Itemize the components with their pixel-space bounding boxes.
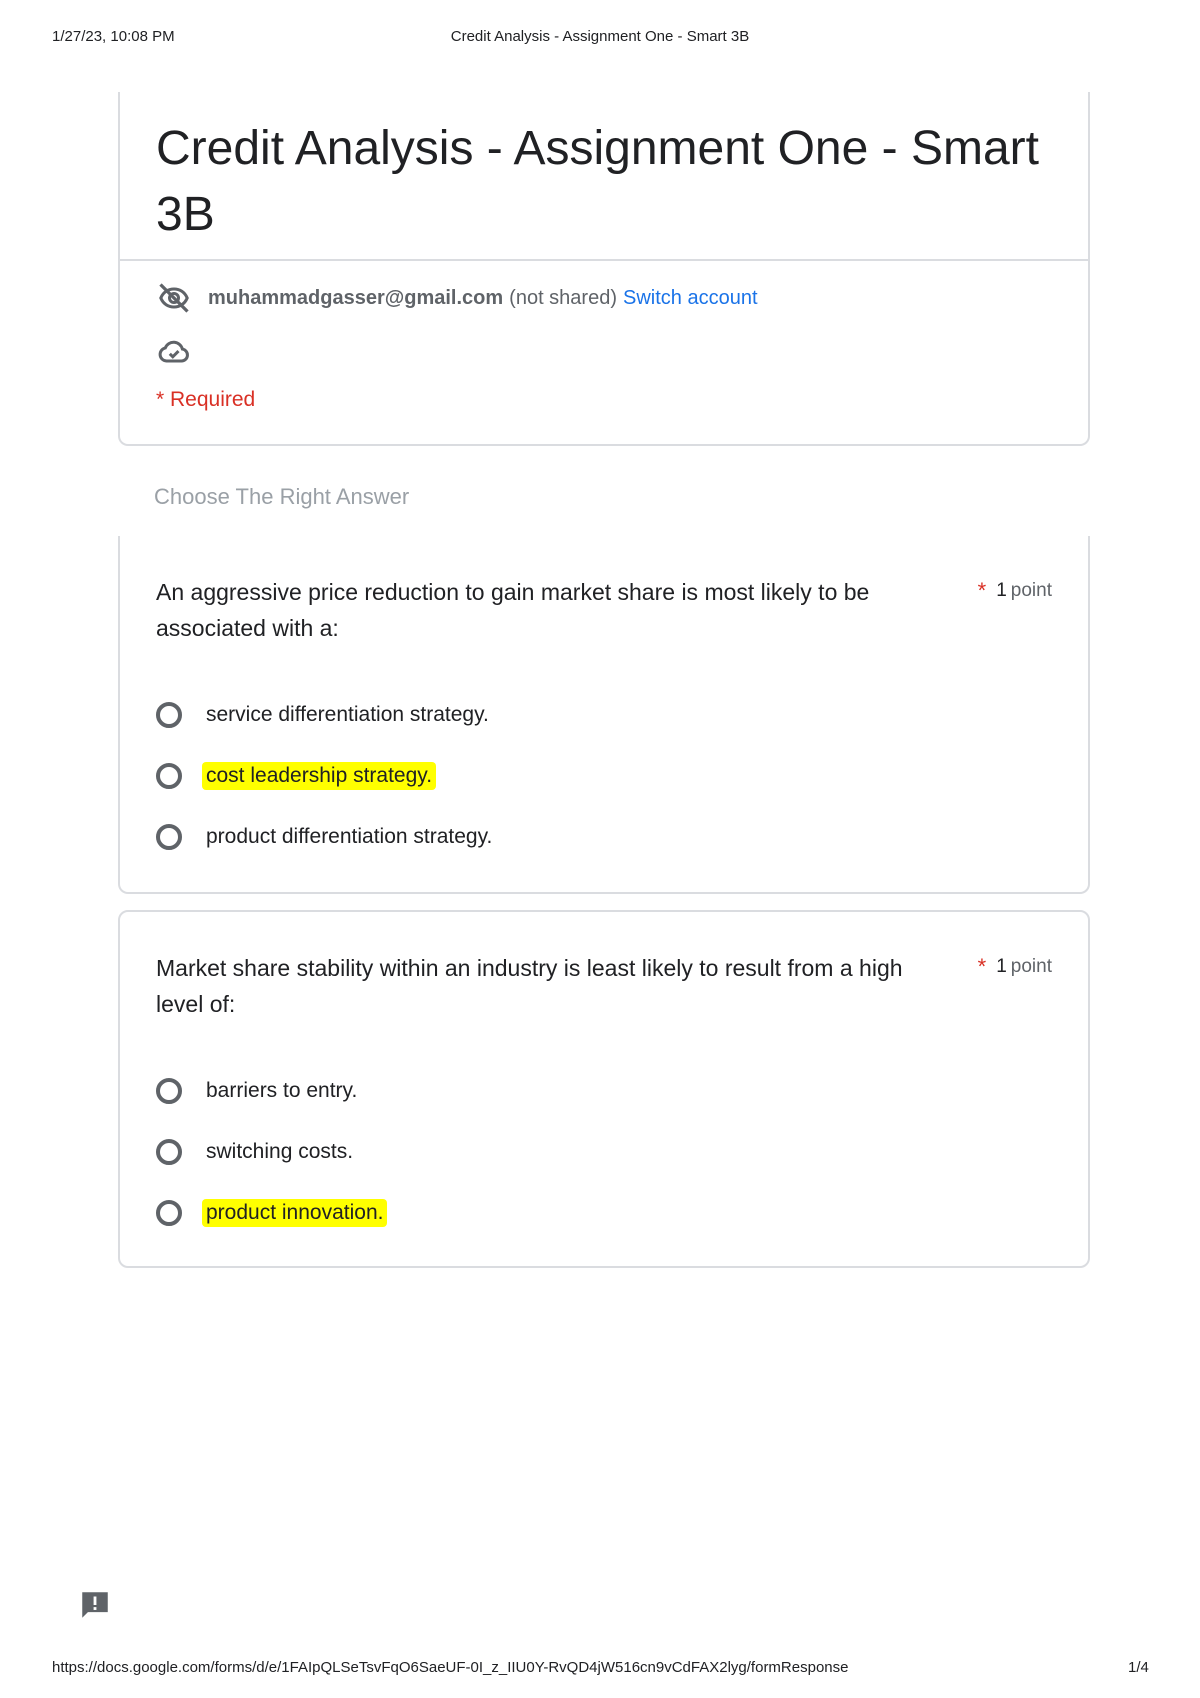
question-card [118, 910, 1090, 1268]
question-text: An aggressive price reduction to gain market share is most likely to be associated with a: [156, 579, 870, 641]
question-points [978, 954, 1052, 980]
option-label-highlighted: cost leadership strategy. [202, 762, 436, 790]
question-card [118, 536, 1090, 894]
required-note: * Required [156, 388, 256, 411]
form-header-card [118, 92, 1090, 446]
account-email: muhammadgasser@gmail.com [208, 286, 504, 309]
print-header [0, 28, 1200, 48]
print-page-title: Credit Analysis - Assignment One - Smart 3B [450, 28, 750, 45]
required-star: * [977, 954, 987, 979]
account-row [156, 280, 758, 316]
option-row[interactable] [156, 806, 496, 867]
option-row[interactable] [156, 1060, 387, 1121]
form-title: Credit Analysis - Assignment One - Smart 3B [156, 122, 1039, 241]
radio-button[interactable] [156, 763, 182, 789]
options-list [156, 1060, 387, 1243]
print-page-number: 1/4 [1128, 1659, 1149, 1676]
radio-button[interactable] [156, 824, 182, 850]
option-label: product differentiation strategy. [206, 824, 493, 848]
option-row[interactable] [156, 1121, 387, 1182]
option-row[interactable] [156, 684, 496, 745]
radio-button[interactable] [156, 1078, 182, 1104]
option-label: service differentiation strategy. [206, 702, 489, 726]
radio-button[interactable] [156, 702, 182, 728]
not-shared-text: (not shared) [509, 286, 617, 309]
option-row[interactable] [156, 1182, 387, 1243]
print-datetime: 1/27/23, 10:08 PM [52, 28, 175, 45]
points-value: 1 [996, 580, 1007, 601]
switch-account-link[interactable]: Switch account [623, 286, 758, 309]
radio-button[interactable] [156, 1139, 182, 1165]
points-label: point [1010, 956, 1052, 977]
required-star: * [977, 578, 987, 603]
feedback-icon[interactable] [78, 1588, 112, 1622]
print-footer [0, 1659, 1200, 1679]
section-title: Choose The Right Answer [154, 484, 410, 509]
points-label: point [1010, 580, 1052, 601]
print-url: https://docs.google.com/forms/d/e/1FAIpQLSeTsvFqO6SaeUF-0I_z_IIU0Y-RvQD4jW516cn9vCdFAX2lyg/formResponse [52, 1659, 849, 1676]
cloud-check-icon [156, 334, 192, 370]
question-text: Market share stability within an industry is least likely to result from a high level of: [156, 955, 903, 1017]
option-row[interactable] [156, 745, 496, 806]
option-label: switching costs. [206, 1139, 354, 1163]
question-points [978, 578, 1052, 604]
option-label: barriers to entry. [206, 1078, 358, 1102]
eye-off-icon [156, 280, 192, 316]
points-value: 1 [996, 956, 1007, 977]
radio-button[interactable] [156, 1200, 182, 1226]
header-divider [120, 259, 1088, 261]
option-label-highlighted: product innovation. [202, 1199, 387, 1227]
options-list [156, 684, 496, 867]
